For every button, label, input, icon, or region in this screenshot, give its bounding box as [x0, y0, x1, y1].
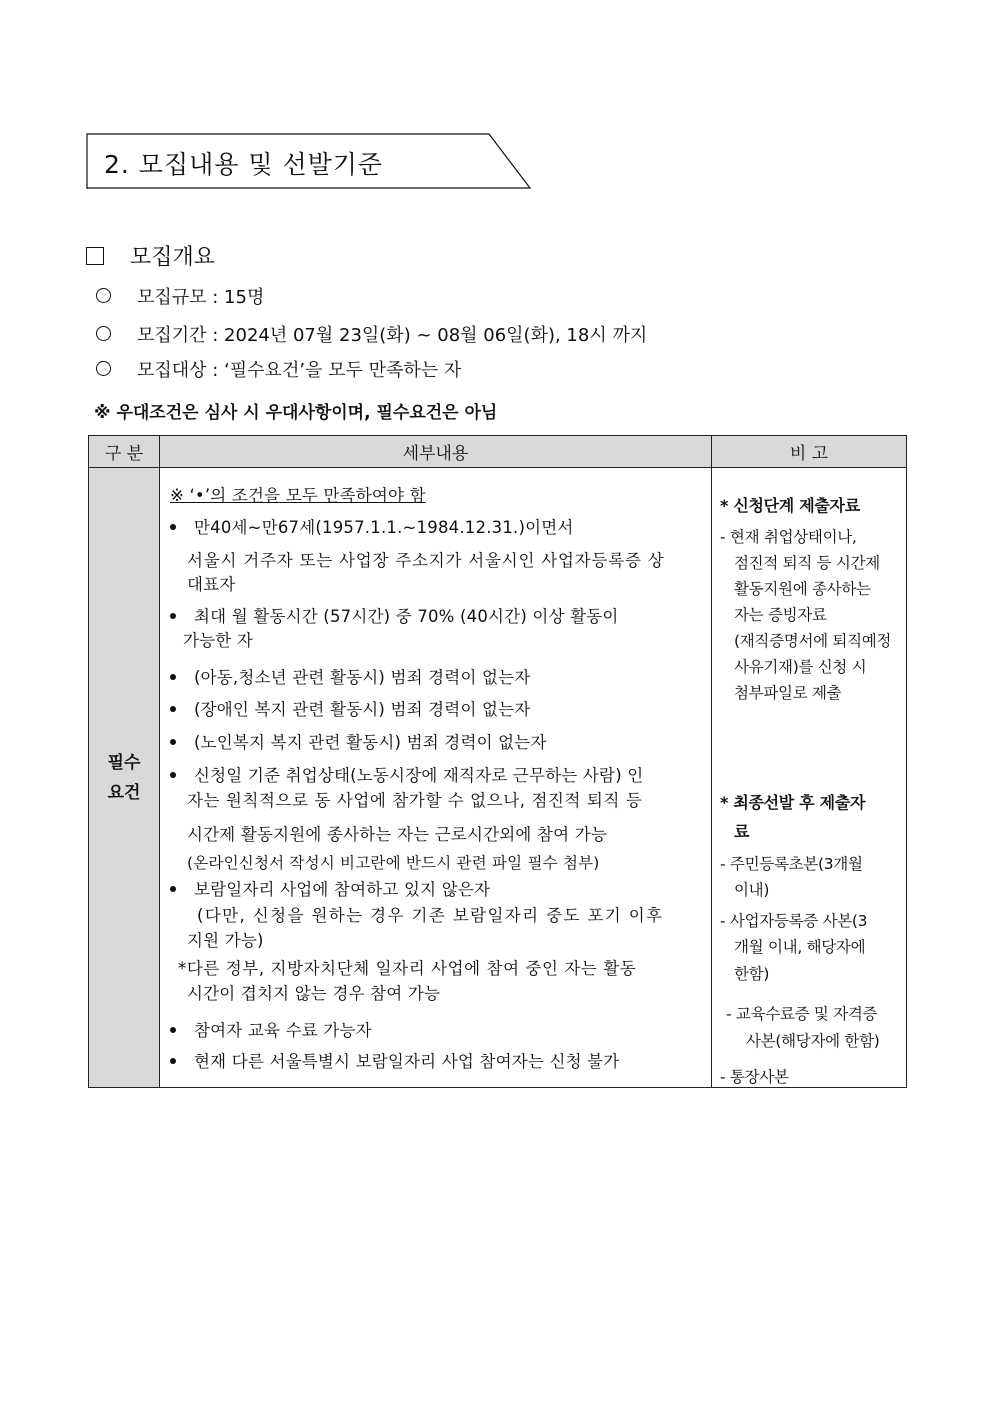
detail-item: 최대 월 활동시간 (57시간) 중 70% (40시간) 이상 활동이	[170, 603, 619, 627]
detail-line: (다만, 신청을 원하는 경우 기존 보람일자리 중도 포기 이후	[197, 906, 664, 925]
table-row-required	[89, 468, 907, 1088]
detail-item: (장애인 복지 관련 활동시) 범죄 경력이 없는자	[170, 696, 530, 720]
remark-line: 이내)	[734, 881, 770, 899]
detail-line: 지원 가능)	[187, 931, 264, 950]
detail-line: 시간이 겹치지 않는 경우 참여 가능	[187, 984, 441, 1003]
remarks-cell	[712, 468, 907, 1088]
header-details: 세부내용	[160, 436, 712, 468]
overview-title: 모집개요	[130, 245, 216, 270]
detail-item: (아동,청소년 관련 활동시) 범죄 경력이 없는자	[170, 664, 530, 688]
remark-line: 자는 증빙자료	[734, 606, 827, 624]
remark-line: - 주민등록초본(3개월	[720, 855, 863, 873]
remark-line: 개월 이내, 해당자에	[734, 938, 866, 956]
dot-bullet-icon	[170, 1058, 176, 1064]
detail-item: (노인복지 복지 관련 활동시) 범죄 경력이 없는자	[170, 729, 547, 753]
detail-line: 가능한 자	[183, 631, 254, 650]
overview-heading	[86, 240, 215, 271]
detail-line: 서울시 거주자 또는 사업장 주소지가 서울시인 사업자등록증 상	[187, 551, 665, 570]
overview-item-period: 모집기간 : 2024년 07월 23일(화) ~ 08월 06일(화), 18시 까지	[96, 321, 647, 347]
dot-bullet-icon	[170, 706, 176, 712]
detail-line: (온라인신청서 작성시 비고란에 반드시 관련 파일 필수 첨부)	[187, 854, 600, 872]
dot-bullet-icon	[170, 739, 176, 745]
detail-line: *다른 정부, 지방자치단체 일자리 사업에 참여 중인 자는 활동	[178, 959, 637, 978]
detail-line: 대표자	[187, 575, 236, 594]
detail-item: 보람일자리 사업에 참여하고 있지 않은자	[170, 876, 490, 900]
remark-line: 사본(해당자에 한함)	[746, 1032, 880, 1050]
category-cell	[89, 468, 160, 1088]
circle-bullet-icon	[96, 326, 111, 341]
square-bullet-icon	[86, 247, 104, 265]
header-remarks: 비 고	[712, 436, 907, 468]
detail-item: 현재 다른 서울특별시 보람일자리 사업 참여자는 신청 불가	[170, 1048, 619, 1072]
overview-item-scale: 모집규모 : 15명	[96, 283, 264, 309]
remark-line: - 교육수료증 및 자격증	[726, 1005, 878, 1023]
remark-stage2-title-cont: 료	[734, 822, 750, 841]
remark-stage2-title: * 최종선발 후 제출자	[720, 793, 866, 812]
category-label-2: 요건	[107, 782, 141, 803]
category-label-1: 필수	[107, 752, 141, 773]
circle-bullet-icon	[96, 288, 111, 303]
section-header	[86, 133, 532, 189]
preference-note: ※ 우대조건은 심사 시 우대사항이며, 필수요건은 아님	[94, 403, 498, 423]
detail-line: 시간제 활동지원에 종사하는 자는 근로시간외에 참여 가능	[187, 825, 608, 844]
remark-line: - 사업자등록증 사본(3	[720, 912, 868, 930]
detail-line: 자는 원칙적으로 동 사업에 참가할 수 없으나, 점진적 퇴직 등	[187, 791, 643, 810]
circle-bullet-icon	[96, 361, 111, 376]
table-header-row	[89, 436, 907, 468]
dot-bullet-icon	[170, 772, 176, 778]
dot-bullet-icon	[170, 886, 176, 892]
dot-bullet-icon	[170, 524, 176, 530]
detail-item: 신청일 기준 취업상태(노동시장에 재직자로 근무하는 사람) 인	[170, 762, 643, 786]
dot-bullet-icon	[170, 613, 176, 619]
detail-item: 만40세~만67세(1957.1.1.~1984.12.31.)이면서	[170, 514, 574, 538]
details-intro: ※ ‘•’의 조건을 모두 만족하여야 함	[170, 486, 426, 505]
details-cell	[160, 468, 712, 1088]
remark-line: - 통장사본	[720, 1068, 789, 1086]
remark-line: - 현재 취업상태이나,	[720, 528, 857, 546]
remark-line: 점진적 퇴직 등 시간제	[734, 554, 880, 572]
remark-line: 활동지원에 종사하는	[734, 580, 871, 598]
dot-bullet-icon	[170, 674, 176, 680]
overview-item-target: 모집대상 : ‘필수요건’을 모두 만족하는 자	[96, 356, 461, 382]
requirements-table	[88, 435, 907, 1088]
section-title: 2. 모집내용 및 선발기준	[104, 150, 384, 179]
remark-line: (재직증명서에 퇴직예정	[734, 632, 892, 650]
detail-item: 참여자 교육 수료 가능자	[170, 1017, 372, 1041]
remark-stage1-title: * 신청단계 제출자료	[720, 496, 860, 515]
remark-line: 첨부파일로 제출	[734, 684, 842, 702]
remark-line: 사유기재)를 신청 시	[734, 658, 867, 676]
remark-line: 한함)	[734, 965, 770, 983]
header-category: 구 분	[89, 436, 160, 468]
dot-bullet-icon	[170, 1027, 176, 1033]
